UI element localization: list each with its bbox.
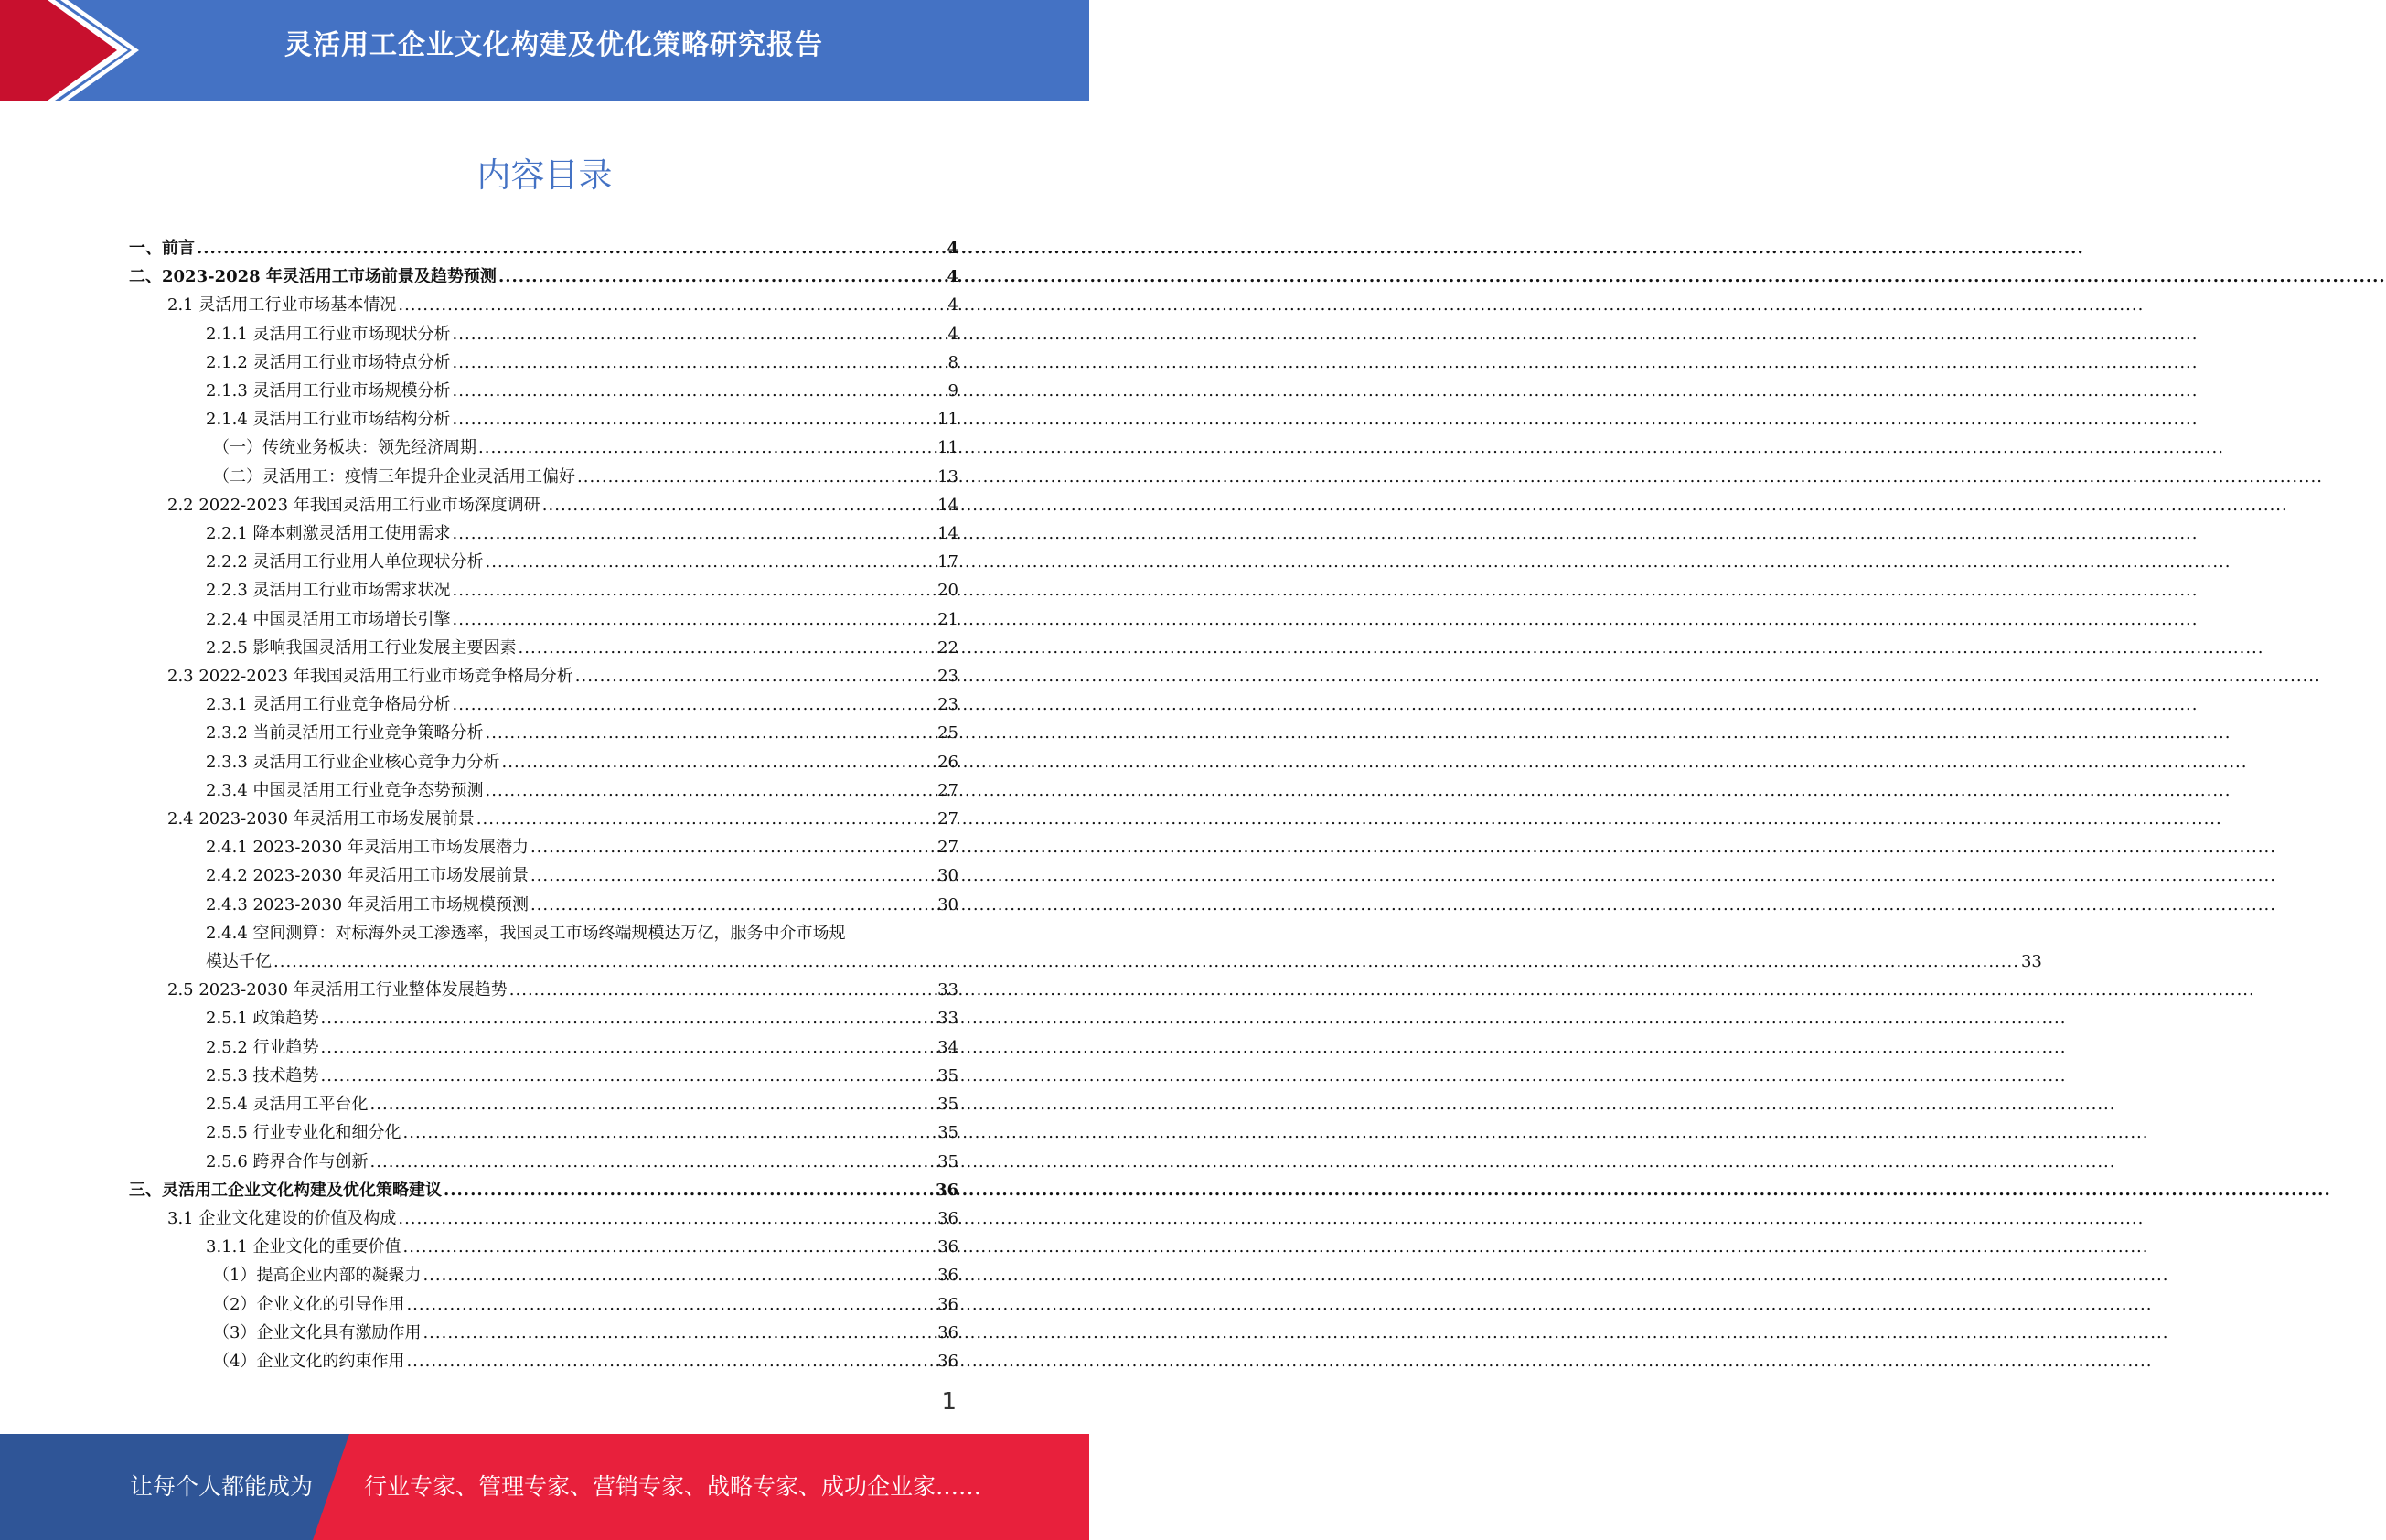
toc-entry-text: 2.5.4 灵活用工平台化 bbox=[206, 1095, 369, 1115]
toc-entry[interactable] bbox=[129, 919, 2042, 976]
toc-entry[interactable] bbox=[129, 1148, 958, 1176]
toc-entry-text: 2.3.2 当前灵活用工行业竞争策略分析 bbox=[206, 723, 484, 743]
toc-entry[interactable] bbox=[129, 1090, 958, 1118]
dot-leader bbox=[321, 1004, 936, 1032]
toc-page-number: 27 bbox=[937, 809, 958, 829]
dot-leader bbox=[476, 805, 936, 833]
dot-leader bbox=[321, 1033, 936, 1062]
toc-page-number: 27 bbox=[937, 838, 958, 858]
toc-entry-text: 2.1.4 灵活用工行业市场结构分析 bbox=[206, 410, 451, 430]
dot-leader bbox=[453, 690, 936, 719]
toc-page-number: 4 bbox=[947, 324, 958, 344]
toc-page-number: 20 bbox=[937, 581, 958, 601]
toc-page-number: 35 bbox=[937, 1065, 958, 1085]
dot-leader bbox=[406, 1290, 936, 1319]
toc-page-number: 26 bbox=[937, 752, 958, 772]
toc-entry-text: 2.3 2022-2023 年我国灵活用工行业市场竞争格局分析 bbox=[167, 667, 573, 687]
toc-entry[interactable] bbox=[129, 1319, 958, 1347]
toc-entry[interactable] bbox=[129, 1176, 958, 1204]
toc-page-number: 25 bbox=[937, 723, 958, 743]
toc-entry-text: 2.3.4 中国灵活用工行业竞争态势预测 bbox=[206, 780, 484, 800]
footer-banner bbox=[0, 1434, 1089, 1540]
toc-page-number: 33 bbox=[937, 1009, 958, 1029]
toc-entry[interactable] bbox=[129, 1062, 958, 1090]
toc-heading: 内容目录 bbox=[476, 155, 613, 195]
toc-entry-text: 2.4.3 2023-2030 年灵活用工市场规模预测 bbox=[206, 894, 529, 914]
dot-leader bbox=[406, 1347, 936, 1375]
dot-leader bbox=[509, 976, 936, 1004]
toc-entry[interactable] bbox=[129, 576, 958, 604]
toc-entry[interactable] bbox=[129, 1233, 958, 1261]
toc-entry-text: 2.2.5 影响我国灵活用工行业发展主要因素 bbox=[206, 637, 517, 658]
toc-page-number: 36 bbox=[937, 1266, 958, 1286]
toc-page-number: 36 bbox=[937, 1208, 958, 1228]
dot-leader bbox=[370, 1148, 936, 1176]
toc-entry[interactable] bbox=[129, 491, 958, 519]
toc-entry-text: 2.3.3 灵活用工行业企业核心竞争力分析 bbox=[206, 752, 500, 772]
toc-page-number: 35 bbox=[937, 1095, 958, 1115]
dot-leader bbox=[542, 491, 936, 519]
toc-entry[interactable] bbox=[129, 1204, 958, 1233]
toc-page-number: 11 bbox=[937, 438, 958, 458]
report-title: 灵活用工企业文化构建及优化策略研究报告 bbox=[284, 29, 823, 61]
dot-leader bbox=[398, 291, 946, 319]
toc-entry-text: 3.1.1 企业文化的重要价值 bbox=[206, 1237, 401, 1257]
toc-entry[interactable] bbox=[129, 1290, 958, 1319]
dot-leader bbox=[478, 433, 936, 462]
toc-entry-text: 2.3.1 灵活用工行业竞争格局分析 bbox=[206, 695, 451, 715]
dot-leader bbox=[453, 348, 947, 377]
toc-page-number: 33 bbox=[2020, 952, 2042, 972]
toc-page-number: 27 bbox=[937, 780, 958, 800]
dot-leader bbox=[453, 605, 936, 634]
toc-page-number: 35 bbox=[937, 1123, 958, 1143]
toc-page-number: 36 bbox=[937, 1351, 958, 1371]
toc-entry[interactable] bbox=[129, 1261, 958, 1289]
toc-entry-text: 2.2.2 灵活用工行业用人单位现状分析 bbox=[206, 552, 484, 572]
dot-leader bbox=[502, 748, 936, 776]
toc-entry-text: 2.5.3 技术趋势 bbox=[206, 1065, 319, 1085]
toc-entry[interactable] bbox=[129, 976, 958, 1004]
dot-leader bbox=[321, 1062, 936, 1090]
dot-leader bbox=[403, 1118, 936, 1147]
toc-entry-text: 2.1.3 灵活用工行业市场规模分析 bbox=[206, 381, 451, 401]
dot-leader bbox=[530, 861, 936, 890]
toc-entry[interactable] bbox=[129, 1033, 958, 1062]
toc-entry[interactable] bbox=[129, 690, 958, 719]
toc-page-number: 8 bbox=[947, 352, 958, 372]
toc-entry[interactable] bbox=[129, 1347, 958, 1375]
toc-entry-text-continued: 模达千亿 bbox=[206, 952, 272, 972]
dot-leader bbox=[486, 719, 936, 747]
toc-page-number: 13 bbox=[937, 466, 958, 487]
toc-page-number: 33 bbox=[937, 980, 958, 1000]
toc-page-number: 17 bbox=[937, 552, 958, 572]
dot-leader bbox=[519, 634, 936, 662]
toc-entry[interactable] bbox=[129, 519, 958, 548]
dot-leader bbox=[453, 405, 936, 433]
toc-entry[interactable] bbox=[129, 634, 958, 662]
toc-entry[interactable] bbox=[129, 1004, 958, 1032]
toc-entry[interactable] bbox=[129, 662, 958, 690]
toc-page-number: 11 bbox=[937, 410, 958, 430]
dot-leader bbox=[273, 947, 2019, 976]
toc-entry-text: 2.5.6 跨界合作与创新 bbox=[206, 1151, 369, 1171]
dot-leader bbox=[577, 463, 936, 491]
toc-entry[interactable] bbox=[129, 377, 958, 405]
toc-entry-text: 2.2 2022-2023 年我国灵活用工行业市场深度调研 bbox=[167, 495, 540, 515]
toc-entry[interactable] bbox=[129, 861, 958, 890]
toc-entry-text: 2.4.4 空间测算：对标海外灵工渗透率，我国灵工市场终端规模达万亿，服务中介市场规 bbox=[206, 923, 846, 943]
dot-leader bbox=[486, 548, 936, 576]
dot-leader bbox=[453, 576, 936, 604]
toc-entry-text: （一）传统业务板块：领先经济周期 bbox=[213, 438, 476, 458]
toc-entry[interactable] bbox=[129, 719, 958, 747]
toc-entry[interactable] bbox=[129, 463, 958, 491]
toc-entry-text: （1）提高企业内部的凝聚力 bbox=[213, 1266, 422, 1286]
toc-entry-text: 2.2.4 中国灵活用工市场增长引擎 bbox=[206, 609, 451, 629]
toc-page-number: 21 bbox=[937, 609, 958, 629]
toc-entry-text: 2.4.2 2023-2030 年灵活用工市场发展前景 bbox=[206, 866, 529, 886]
toc-page-number: 35 bbox=[937, 1151, 958, 1171]
toc-page-number: 36 bbox=[935, 1180, 958, 1200]
dot-leader bbox=[498, 262, 946, 291]
toc-entry[interactable] bbox=[129, 291, 958, 319]
toc-page-number: 4 bbox=[947, 295, 958, 315]
toc-entry-text: 3.1 企业文化建设的价值及构成 bbox=[167, 1208, 397, 1228]
dot-leader bbox=[453, 377, 947, 405]
toc-page-number: 4 bbox=[947, 239, 958, 258]
toc-page-number: 22 bbox=[937, 637, 958, 658]
toc-entry[interactable] bbox=[129, 262, 958, 291]
dot-leader bbox=[530, 833, 936, 861]
dot-leader bbox=[423, 1261, 936, 1289]
toc-entry[interactable] bbox=[129, 320, 958, 348]
toc-entry[interactable] bbox=[129, 891, 958, 919]
dot-leader bbox=[444, 1176, 934, 1204]
dot-leader bbox=[530, 891, 936, 919]
toc-page-number: 36 bbox=[937, 1237, 958, 1257]
toc-entry[interactable] bbox=[129, 748, 958, 776]
dot-leader bbox=[403, 1233, 936, 1261]
toc-entry-text: 2.5.2 行业趋势 bbox=[206, 1037, 319, 1057]
toc-entry-text: 2.5 2023-2030 年灵活用工行业整体发展趋势 bbox=[167, 980, 508, 1000]
page-number: 1 bbox=[941, 1388, 957, 1416]
toc-entry-text: 2.4.1 2023-2030 年灵活用工市场发展潜力 bbox=[206, 838, 529, 858]
toc-entry[interactable] bbox=[129, 234, 958, 262]
toc-entry-text: （2）企业文化的引导作用 bbox=[213, 1294, 405, 1314]
toc-page-number: 34 bbox=[937, 1037, 958, 1057]
toc-page-number: 30 bbox=[937, 894, 958, 914]
toc-entry[interactable] bbox=[129, 348, 958, 377]
toc-page-number: 9 bbox=[947, 381, 958, 401]
toc-page-number: 30 bbox=[937, 866, 958, 886]
header-banner bbox=[0, 0, 1089, 101]
toc-entry[interactable] bbox=[129, 776, 958, 805]
toc-entry[interactable] bbox=[129, 805, 958, 833]
toc-page-number: 36 bbox=[937, 1294, 958, 1314]
toc-entry-text: （4）企业文化的约束作用 bbox=[213, 1351, 405, 1371]
toc-entry-text: 2.5.1 政策趋势 bbox=[206, 1009, 319, 1029]
dot-leader bbox=[398, 1204, 936, 1233]
dot-leader bbox=[486, 776, 936, 805]
toc-entry-text: 一、前言 bbox=[129, 239, 195, 258]
toc-entry-text: 2.2.1 降本刺激灵活用工使用需求 bbox=[206, 524, 451, 544]
dot-leader bbox=[453, 320, 947, 348]
toc-entry[interactable] bbox=[129, 833, 958, 861]
toc-page-number: 23 bbox=[937, 667, 958, 687]
toc-entry[interactable] bbox=[129, 605, 958, 634]
footer-slogan-left: 让每个人都能成为 bbox=[130, 1473, 314, 1500]
toc-page-number: 36 bbox=[937, 1322, 958, 1342]
toc-entry-text: （二）灵活用工：疫情三年提升企业灵活用工偏好 bbox=[213, 466, 575, 487]
toc-entry-text: 三、灵活用工企业文化构建及优化策略建议 bbox=[129, 1180, 442, 1200]
toc-page-number: 23 bbox=[937, 695, 958, 715]
toc-entry[interactable] bbox=[129, 1118, 958, 1147]
toc-entry[interactable] bbox=[129, 405, 958, 433]
toc-page-number: 14 bbox=[937, 524, 958, 544]
dot-leader bbox=[453, 519, 936, 548]
toc-entry[interactable] bbox=[129, 548, 958, 576]
dot-leader bbox=[575, 662, 936, 690]
toc-page-number: 14 bbox=[937, 495, 958, 515]
footer-slogan-right: 行业专家、管理专家、营销专家、战略专家、成功企业家…… bbox=[364, 1473, 982, 1500]
toc-entry-text: 2.2.3 灵活用工行业市场需求状况 bbox=[206, 581, 451, 601]
dot-leader bbox=[370, 1090, 936, 1118]
toc-entry-text: （3）企业文化具有激励作用 bbox=[213, 1322, 422, 1342]
toc-entry-text: 2.5.5 行业专业化和细分化 bbox=[206, 1123, 401, 1143]
toc-entry-text: 2.1.1 灵活用工行业市场现状分析 bbox=[206, 324, 451, 344]
dot-leader bbox=[197, 234, 945, 262]
toc-page-number: 4 bbox=[947, 267, 958, 287]
table-of-contents bbox=[129, 234, 2042, 1375]
toc-entry[interactable] bbox=[129, 433, 958, 462]
toc-entry-text: 2.1 灵活用工行业市场基本情况 bbox=[167, 295, 397, 315]
toc-entry-text: 二、2023-2028 年灵活用工市场前景及趋势预测 bbox=[129, 267, 497, 287]
toc-entry-text: 2.1.2 灵活用工行业市场特点分析 bbox=[206, 352, 451, 372]
toc-entry-text: 2.4 2023-2030 年灵活用工市场发展前景 bbox=[167, 809, 475, 829]
dot-leader bbox=[423, 1319, 936, 1347]
